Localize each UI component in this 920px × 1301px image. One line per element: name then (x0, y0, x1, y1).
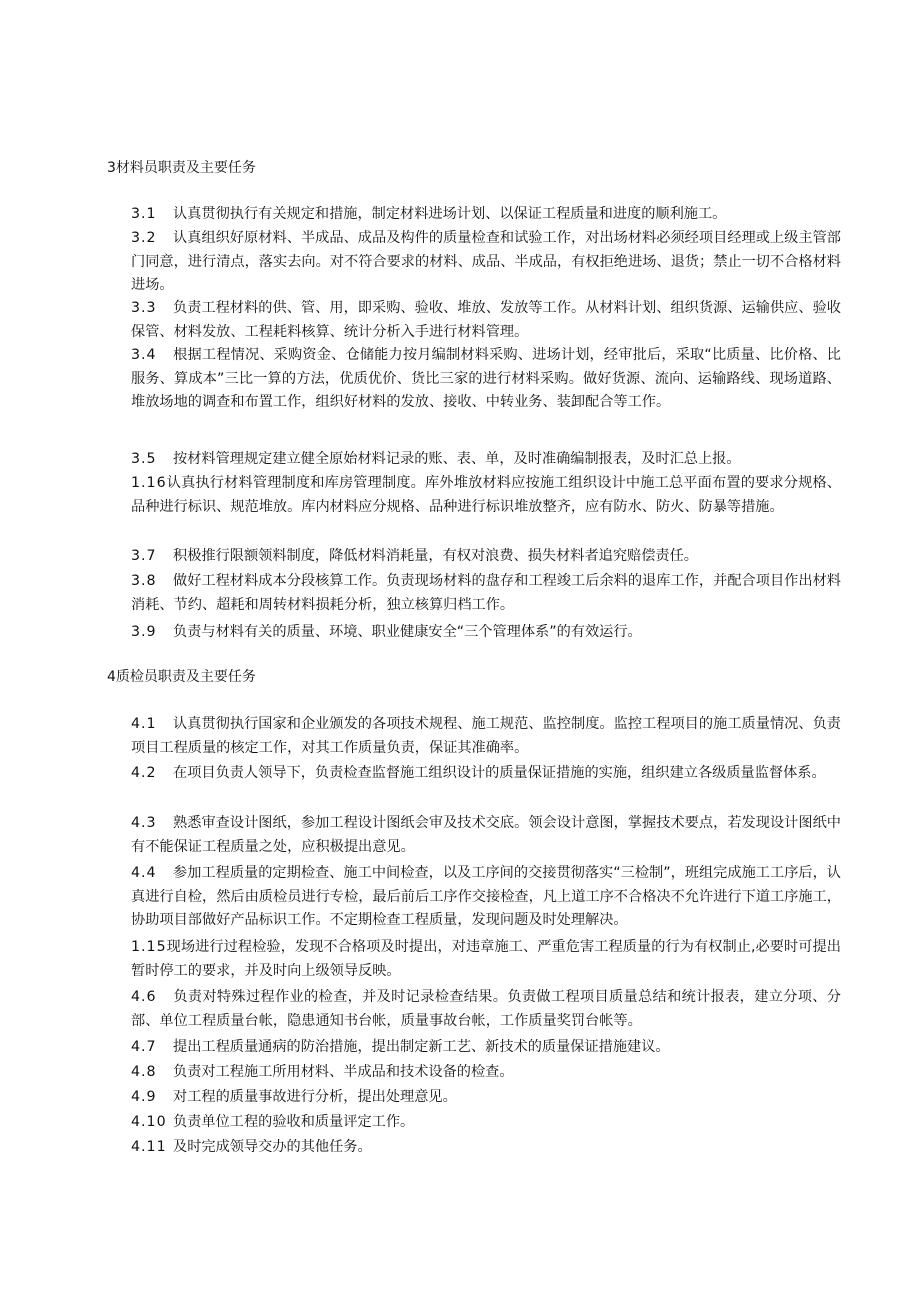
list-item (131, 1136, 841, 1160)
item-number: 3.1 (131, 206, 157, 222)
item-text: 认真贯彻执行有关规定和措施，制定材料进场计划、以保证工程质量和进度的顺利施工。 (173, 206, 727, 222)
item-text: 及时完成领导交办的其他任务。 (173, 1139, 372, 1155)
item-number: 4.4 (131, 865, 157, 881)
item-text: 认真执行材料管理制度和库房管理制度。库外堆放材料应按施工组织设计中施工总平面布置的要求分规格、品种进行标识、规范堆放。库内材料应分规格、品种进行标识堆放整齐，应有防水、防火、防暴等措施。 (131, 475, 841, 515)
item-text: 参加工程质量的定期检查、施工中间检查，以及工序间的交接贯彻落实“三检制”，班组完成施工工序后，认真进行自检，然后由质检员进行专检，最后前后工序作交接检查，凡上道工序不合格决不允许进行下道工序施工，协助项目部做好产品标识工作。不定期检查工程质量，发现问题及时处理解决。 (131, 865, 841, 928)
list-item (131, 472, 841, 519)
item-number: 4.3 (131, 815, 157, 831)
item-number: 4.11 (131, 1139, 167, 1155)
list-item (131, 570, 841, 617)
list-item (131, 203, 841, 227)
item-text: 负责对特殊过程作业的检查，并及时记录检查结果。负责做工程项目质量总结和统计报表，建立分项、分部、单位工程质量台帐，隐患通知书台帐，质量事故台帐，工作质量奖罚台帐等。 (131, 989, 841, 1029)
list-item (131, 297, 841, 344)
list-item (131, 1111, 841, 1135)
item-number: 3.5 (131, 451, 157, 467)
item-number: 3.2 (131, 230, 157, 246)
item-number: 4.2 (131, 765, 157, 781)
item-text: 对工程的质量事故进行分析，提出处理意见。 (173, 1089, 457, 1105)
list-item (131, 621, 841, 645)
item-text: 认真贯彻执行国家和企业颁发的各项技术规程、施工规范、监控制度。监控工程项目的施工质量情况、负责项目工程质量的核定工作，对其工作质量负责，保证其准确率。 (131, 716, 841, 756)
item-number: 3.4 (131, 347, 157, 363)
item-number: 3.7 (131, 548, 157, 564)
item-number: 4.1 (131, 716, 157, 732)
item-text: 提出工程质量通病的防治措施，提出制定新工艺、新技术的质量保证措施建议。 (173, 1039, 670, 1055)
item-text: 负责单位工程的验收和质量评定工作。 (173, 1114, 415, 1130)
section-title: 3材料员职责及主要任务 (107, 160, 256, 176)
list-item (131, 1086, 841, 1110)
item-text: 做好工程材料成本分段核算工作。负责现场材料的盘存和工程竣工后余料的退库工作，并配合项目作出材料消耗、节约、超耗和周转材料损耗分析，独立核算归档工作。 (131, 573, 841, 613)
list-item (131, 812, 841, 859)
list-item (131, 986, 841, 1033)
item-text: 积极推行限额领料制度，降低材料消耗量，有权对浪费、损失材料者追究赔偿责任。 (173, 548, 698, 564)
list-item (131, 448, 841, 472)
item-number: 1.15 (131, 939, 167, 955)
list-item (131, 1061, 841, 1085)
item-text: 在项目负责人领导下，负责检查监督施工组织设计的质量保证措施的实施，组织建立各级质量监督体系。 (173, 765, 826, 781)
item-text: 负责对工程施工所用材料、半成品和技术设备的检查。 (173, 1064, 514, 1080)
item-number: 1.16 (131, 475, 167, 491)
list-item (131, 344, 841, 415)
list-item (131, 713, 841, 760)
item-number: 4.9 (131, 1089, 157, 1105)
item-text: 现场进行过程检验，发现不合格项及时提出，对违章施工、严重危害工程质量的行为有权制止,必要时可提出暂时停工的要求，并及时向上级领导反映。 (131, 939, 841, 979)
item-number: 4.7 (131, 1039, 157, 1055)
item-text: 负责与材料有关的质量、环境、职业健康安全“三个管理体系”的有效运行。 (173, 624, 642, 640)
list-item (131, 545, 841, 569)
section-title: 4质检员职责及主要任务 (107, 669, 256, 685)
item-number: 3.3 (131, 300, 157, 316)
item-text: 熟悉审查设计图纸，参加工程设计图纸会审及技术交底。领会设计意图，掌握技术要点，若发现设计图纸中有不能保证工程质量之处，应积极提出意见。 (131, 815, 841, 855)
list-item (131, 1036, 841, 1060)
item-number: 3.8 (131, 573, 157, 589)
list-item (131, 762, 841, 786)
item-number: 3.9 (131, 624, 157, 640)
item-number: 4.6 (131, 989, 157, 1005)
list-item (131, 862, 841, 933)
list-item (131, 227, 841, 298)
item-text: 按材料管理规定建立健全原始材料记录的账、表、单，及时准确编制报表，及时汇总上报。 (173, 451, 741, 467)
item-text: 认真组织好原材料、半成品、成品及构件的质量检查和试验工作，对出场材料必须经项目经理或上级主管部门同意，进行清点，落实去向。对不符合要求的材料、成品、半成品，有权拒绝进场、退货；禁止一切不合格材料进场。 (131, 230, 841, 293)
list-item (131, 936, 841, 983)
item-number: 4.10 (131, 1114, 167, 1130)
item-text: 负责工程材料的供、管、用，即采购、验收、堆放、发放等工作。从材料计划、组织货源、运输供应、验收保管、材料发放、工程耗料核算、统计分析入手进行材料管理。 (131, 300, 841, 340)
item-number: 4.8 (131, 1064, 157, 1080)
item-text: 根据工程情况、采购资金、仓储能力按月编制材料采购、进场计划，经审批后，采取“比质量、比价格、比服务、算成本”三比一算的方法，优质优价、货比三家的进行材料采购。做好货源、流向、运输路线、现场道路、堆放场地的调查和布置工作，组织好材料的发放、接收、中转业务、装卸配合等工作。 (131, 347, 841, 410)
